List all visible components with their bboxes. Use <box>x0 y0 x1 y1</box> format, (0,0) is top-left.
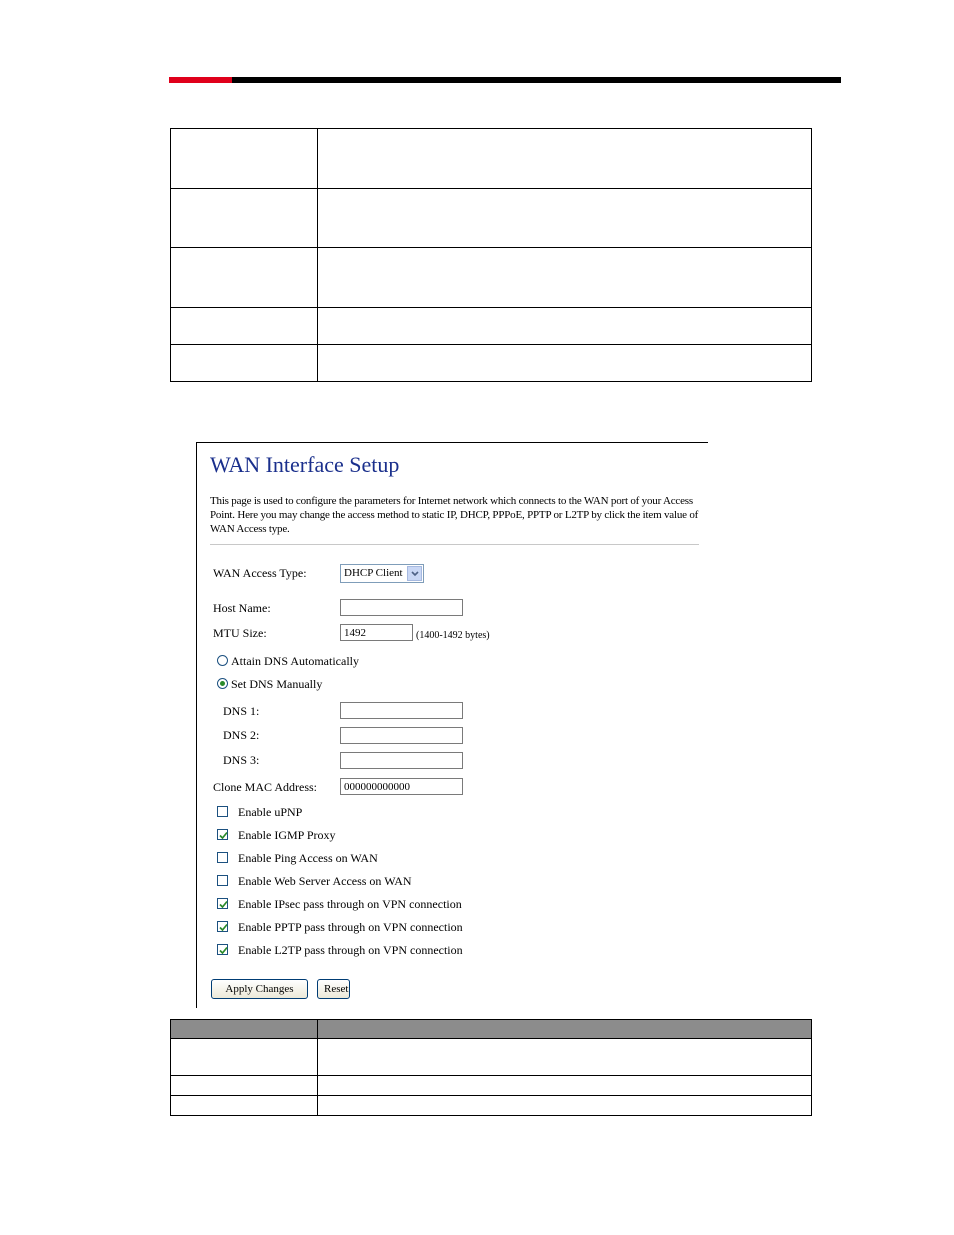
table-row <box>171 1039 812 1076</box>
radio-selected-dot <box>220 681 225 686</box>
enable-web-server-access-label: Enable Web Server Access on WAN <box>238 874 412 888</box>
enable-upnp-checkbox[interactable] <box>217 806 228 817</box>
header-rule <box>169 77 841 83</box>
dns-manual-label: Set DNS Manually <box>231 677 323 691</box>
clone-mac-input[interactable] <box>340 778 463 795</box>
enable-ping-access-label: Enable Ping Access on WAN <box>238 851 378 865</box>
dns-manual-radio[interactable] <box>217 678 228 689</box>
table-row <box>171 345 812 382</box>
clone-mac-label: Clone MAC Address: <box>213 780 318 794</box>
dns2-label: DNS 2: <box>223 728 260 742</box>
host-name-input[interactable] <box>340 599 463 616</box>
table-row <box>171 189 812 248</box>
table-row <box>171 129 812 189</box>
mtu-size-input[interactable] <box>340 624 413 641</box>
top-table <box>170 128 812 382</box>
enable-igmp-proxy-label: Enable IGMP Proxy <box>238 828 336 842</box>
dns3-label: DNS 3: <box>223 753 260 767</box>
enable-ping-access-checkbox[interactable] <box>217 852 228 863</box>
dns1-label: DNS 1: <box>223 704 260 718</box>
enable-pptp-passthrough-checkbox[interactable] <box>217 921 228 932</box>
enable-ipsec-passthrough-checkbox[interactable] <box>217 898 228 909</box>
mtu-size-hint: (1400-1492 bytes) <box>416 630 490 641</box>
wan-access-type-select[interactable] <box>340 564 424 583</box>
enable-upnp-label: Enable uPNP <box>238 805 303 819</box>
dns1-input[interactable] <box>340 702 463 719</box>
wan-setup-panel <box>196 442 708 1008</box>
chevron-down-icon[interactable] <box>407 566 422 581</box>
reset-button[interactable]: Reset <box>317 979 350 999</box>
apply-changes-button[interactable]: Apply Changes <box>211 979 308 999</box>
page-description: This page is used to configure the parameters for Internet network which connects to the WAN port of your Access Point. Here you may change the access method to static IP, DHCP, PPPoE, PPTP or L2TP by click the item value of WAN Access type. <box>210 495 699 535</box>
enable-ipsec-passthrough-label: Enable IPsec pass through on VPN connection <box>238 897 462 911</box>
enable-l2tp-passthrough-label: Enable L2TP pass through on VPN connection <box>238 943 463 957</box>
bottom-table <box>170 1019 812 1116</box>
enable-igmp-proxy-checkbox[interactable] <box>217 829 228 840</box>
enable-l2tp-passthrough-checkbox[interactable] <box>217 944 228 955</box>
dns2-input[interactable] <box>340 727 463 744</box>
page-title: WAN Interface Setup <box>210 452 400 477</box>
mtu-size-label: MTU Size: <box>213 626 267 640</box>
host-name-label: Host Name: <box>213 601 271 615</box>
enable-pptp-passthrough-label: Enable PPTP pass through on VPN connection <box>238 920 463 934</box>
table-row <box>171 1076 812 1096</box>
wan-access-type-value: DHCP Client <box>344 567 403 579</box>
table-row <box>171 308 812 345</box>
dns-auto-radio[interactable] <box>217 655 228 666</box>
divider <box>210 544 699 545</box>
dns-auto-label: Attain DNS Automatically <box>231 654 359 668</box>
dns3-input[interactable] <box>340 752 463 769</box>
table-row <box>171 248 812 308</box>
table-header-row <box>171 1020 812 1039</box>
table-row <box>171 1096 812 1116</box>
wan-access-type-label: WAN Access Type: <box>213 566 307 580</box>
enable-web-server-access-checkbox[interactable] <box>217 875 228 886</box>
header-rule-accent <box>169 77 232 83</box>
